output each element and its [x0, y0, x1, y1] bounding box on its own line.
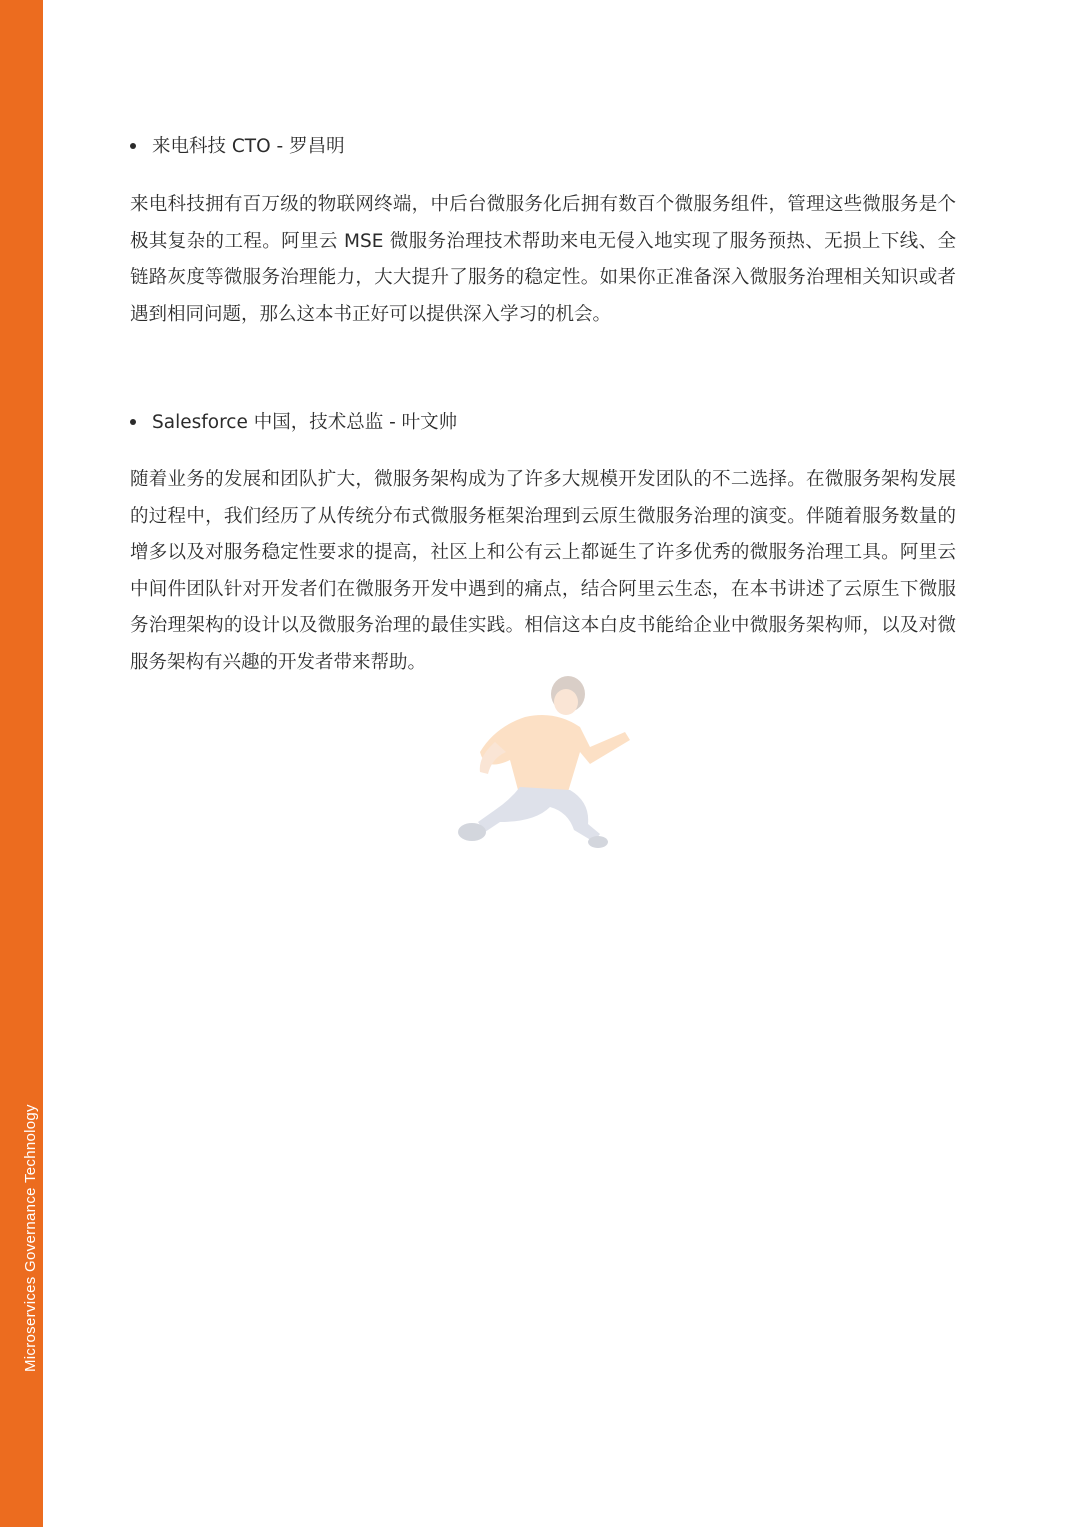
quote-author-text: 来电科技 CTO - 罗昌明 [152, 136, 345, 157]
quote-author-text: Salesforce 中国，技术总监 - 叶文帅 [152, 412, 458, 433]
bullet-icon [130, 143, 136, 149]
sidebar-vertical-title: Microservices Governance Technology [22, 1104, 39, 1372]
running-person-icon [440, 672, 640, 862]
quote-author-1 [130, 135, 345, 159]
sidebar-accent-bar [0, 0, 43, 1527]
quote-body-2: 随着业务的发展和团队扩大，微服务架构成为了许多大规模开发团队的不二选择。在微服务架构发展的过程中，我们经历了从传统分布式微服务框架治理到云原生微服务治理的演变。伴随着服务数量的增多以及对服务稳定性要求的提高，社区上和公有云上都诞生了许多优秀的微服务治理工具。阿里云中间件团队针对开发者们在微服务开发中遇到的痛点，结合阿里云生态，在本书讲述了云原生下微服务治理架构的设计以及微服务治理的最佳实践。相信这本白皮书能给企业中微服务架构师，以及对微服务架构有兴趣的开发者带来帮助。 [130, 469, 956, 673]
bullet-icon [130, 419, 136, 425]
quote-author-2 [130, 411, 457, 435]
quote-body-1: 来电科技拥有百万级的物联网终端，中后台微服务化后拥有数百个微服务组件，管理这些微服务是个极其复杂的工程。阿里云 MSE 微服务治理技术帮助来电无侵入地实现了服务预热、无损上下线、全链路灰度等微服务治理能力，大大提升了服务的稳定性。如果你正准备深入微服务治理相关知识或者遇到相同问题，那么这本书正好可以提供深入学习的机会。 [130, 194, 956, 325]
